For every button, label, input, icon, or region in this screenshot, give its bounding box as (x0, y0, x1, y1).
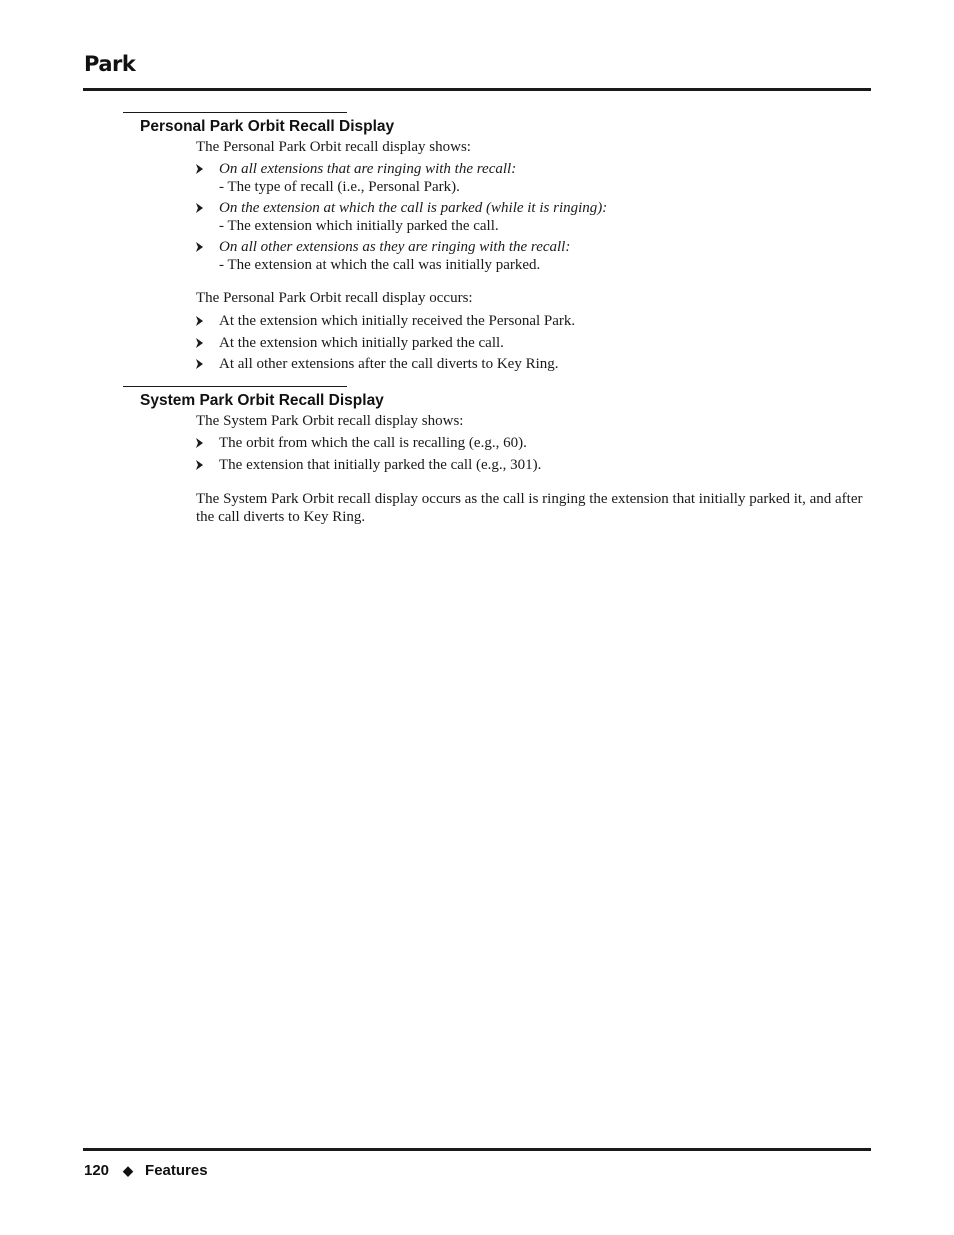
section-rule (123, 386, 347, 387)
list-item-label: At the extension which initially parked the call. (219, 335, 504, 351)
section-heading: System Park Orbit Recall Display (140, 392, 384, 409)
list-item-label: The orbit from which the call is recalling (e.g., 60). (219, 435, 527, 451)
arrow-bullet-icon (196, 338, 203, 348)
list-item-label: At all other extensions after the call diverts to Key Ring. (219, 356, 559, 372)
arrow-bullet-icon (196, 359, 203, 369)
list-item-label: The extension that initially parked the call (e.g., 301). (219, 457, 542, 473)
title-rule (83, 88, 871, 91)
arrow-bullet-icon (196, 460, 203, 470)
arrow-bullet-icon (196, 203, 203, 213)
page-title: Park (84, 52, 136, 76)
paragraph: The Personal Park Orbit recall display shows: (196, 139, 471, 155)
paragraph: The System Park Orbit recall display occurs as the call is ringing the extension that initially parked it, and after the call diverts to Key Ring. (196, 491, 863, 525)
list-item-label: At the extension which initially received the Personal Park. (219, 313, 576, 329)
arrow-bullet-icon (196, 316, 203, 326)
list-item-label: On all other extensions as they are ringing with the recall: (219, 239, 571, 255)
list-item-label: On all extensions that are ringing with the recall: (219, 161, 517, 177)
diamond-icon: ◆ (123, 1163, 134, 1178)
section-rule (123, 112, 347, 113)
footer-rule (83, 1148, 871, 1151)
page-number: 120 (84, 1162, 110, 1179)
arrow-bullet-icon (196, 164, 203, 174)
list-item-label: On the extension at which the call is parked (while it is ringing): (219, 200, 608, 216)
paragraph: The System Park Orbit recall display shows: (196, 413, 464, 429)
paragraph: The Personal Park Orbit recall display occurs: (196, 290, 473, 306)
arrow-bullet-icon (196, 242, 203, 252)
footer (84, 1162, 208, 1179)
list-item-detail: - The type of recall (i.e., Personal Park). (219, 179, 460, 195)
list-item-detail: - The extension at which the call was initially parked. (219, 257, 541, 273)
section-heading: Personal Park Orbit Recall Display (140, 118, 395, 135)
arrow-bullet-icon (196, 438, 203, 448)
footer-section-label: Features (145, 1162, 208, 1179)
list-item-detail: - The extension which initially parked the call. (219, 218, 499, 234)
